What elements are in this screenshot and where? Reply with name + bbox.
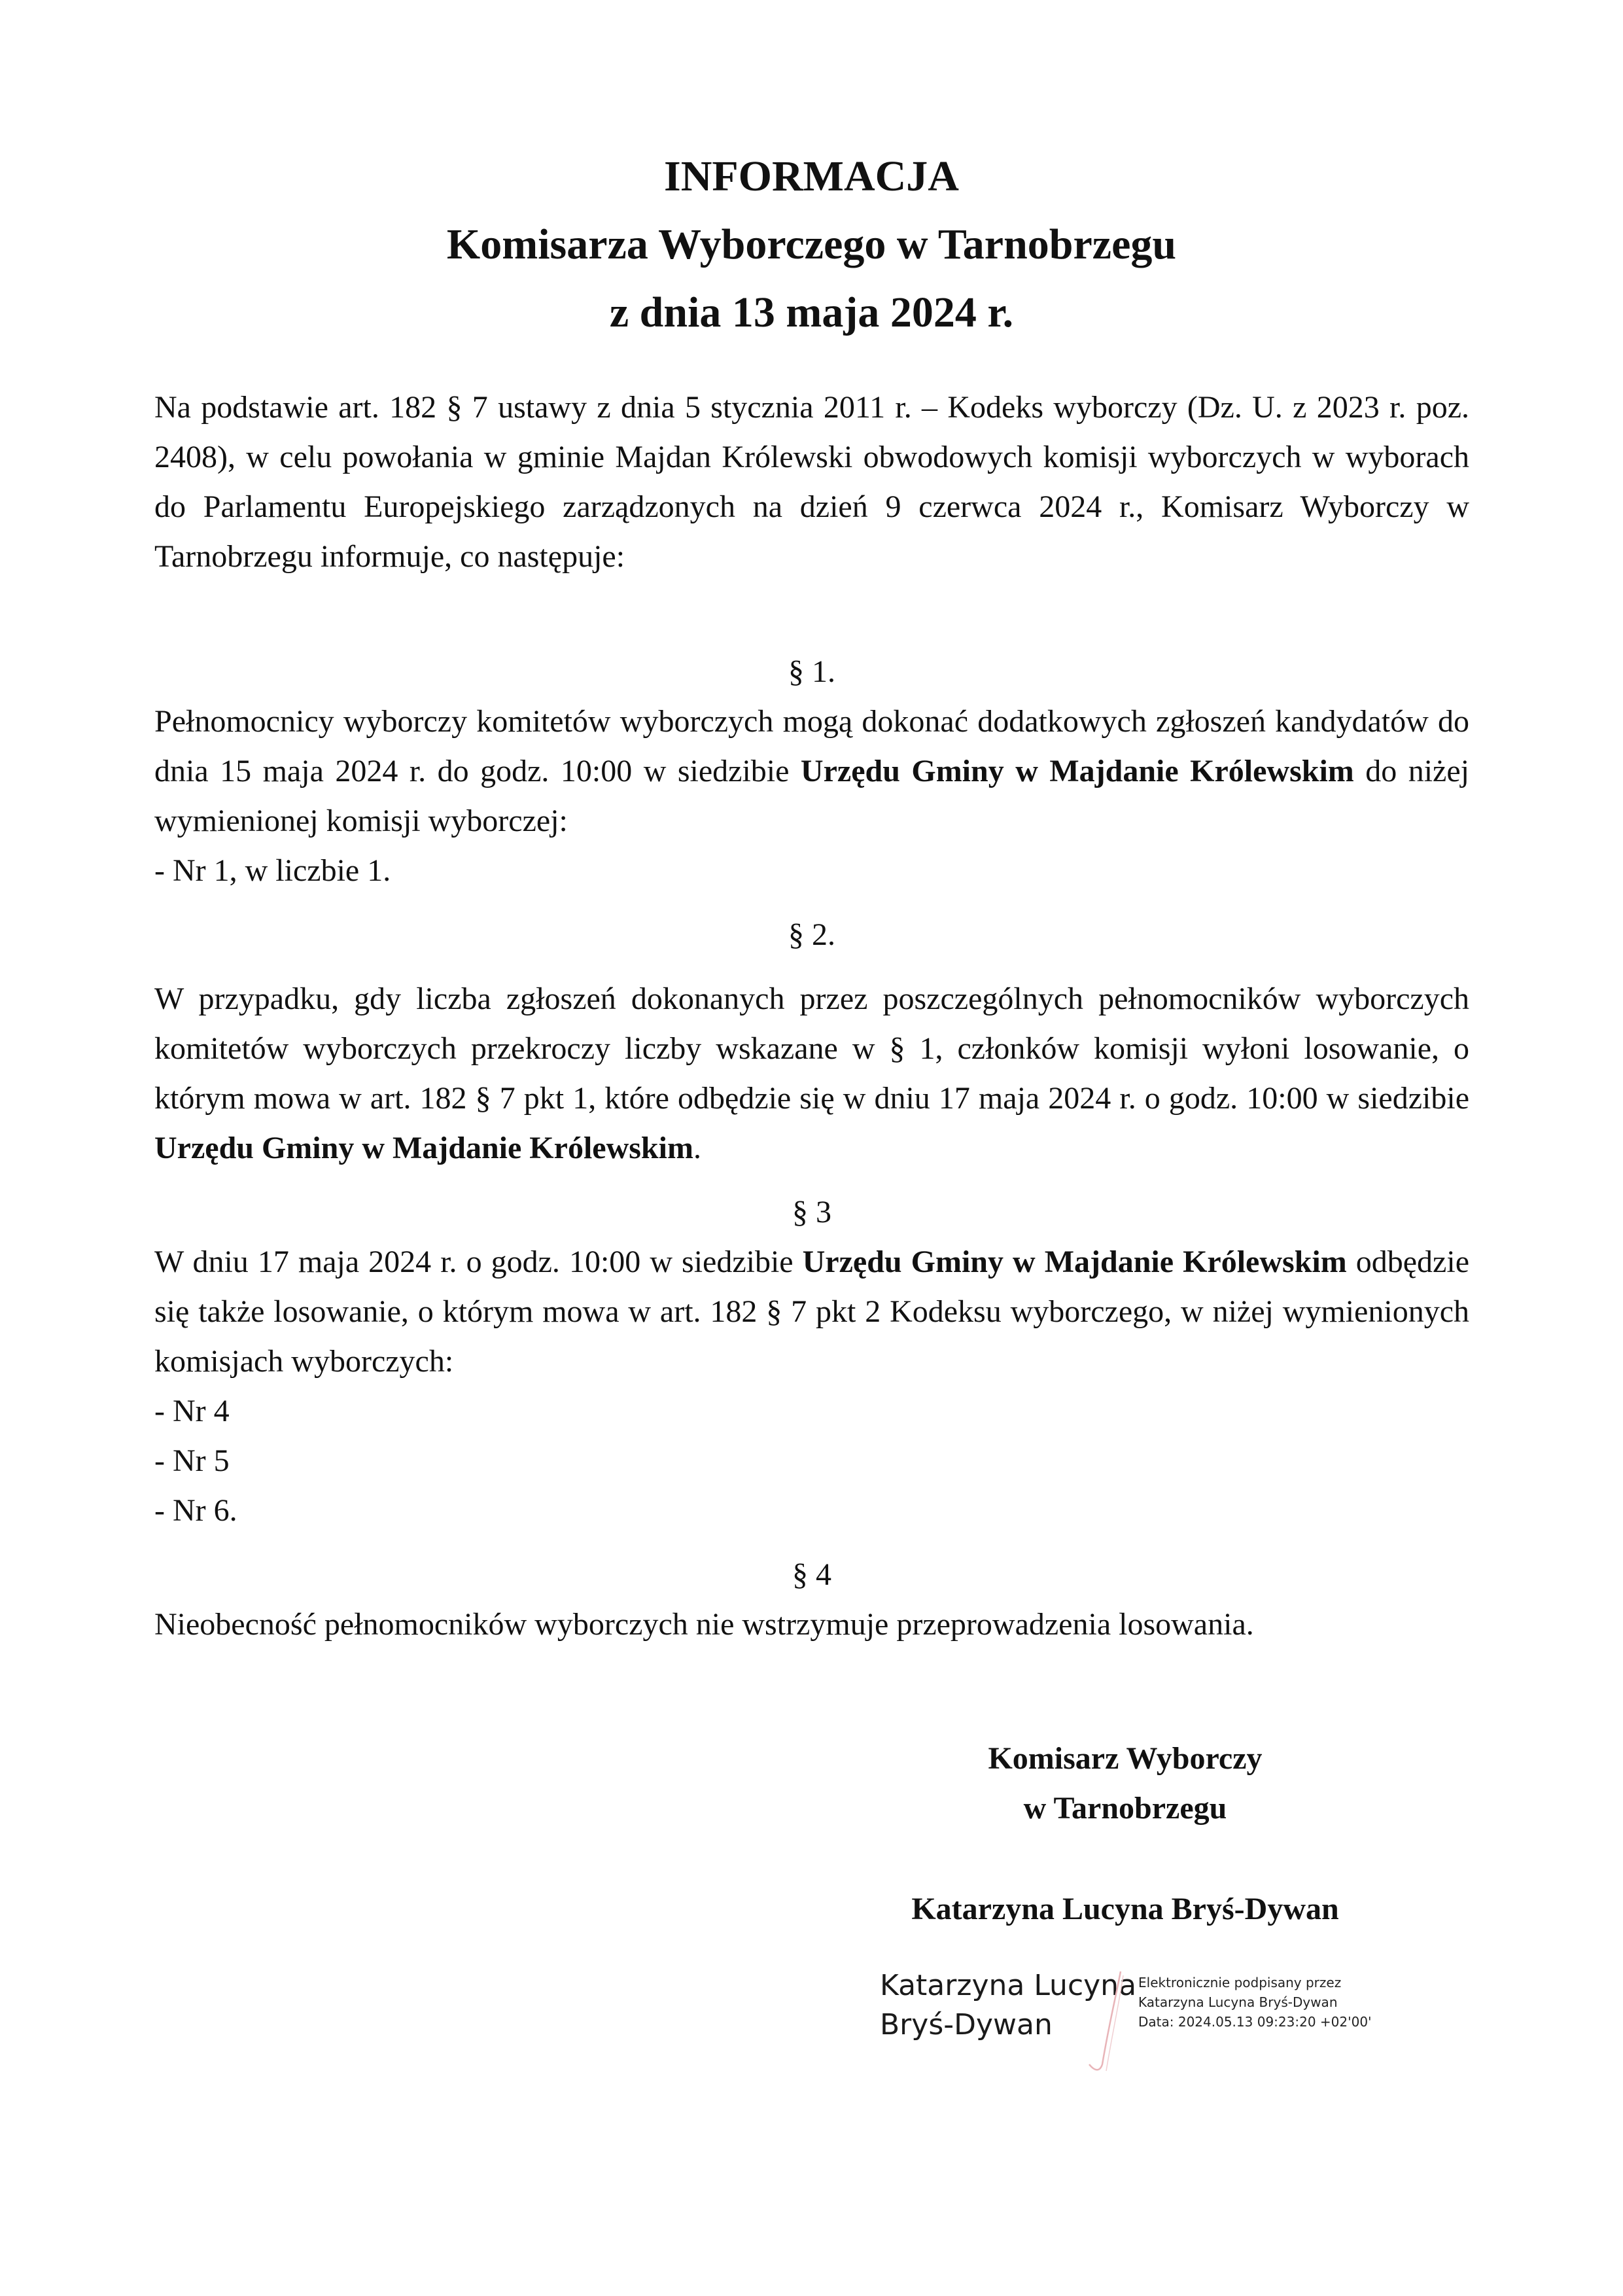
section-2-text-a: W przypadku, gdy liczba zgłoszeń dokonanych przez poszczególnych pełnomocników wyborczych komitetów wyborczych przekroczy liczby wskazane w § 1, członków komisji wyłoni losowanie, o którym mowa w art. 182 § 7 pkt 1, które odbędzie się w dniu 17 maja 2024 r. o godz. 10:00 w siedzibie: [154, 981, 1469, 1116]
intro-paragraph: Na podstawie art. 182 § 7 ustawy z dnia 5 stycznia 2011 r. – Kodeks wyborczy (Dz. U. z 2023 r. poz. 2408), w celu powołania w gminie Majdan Królewski obwodowych komisji wyborczych w wyborach do Parlamentu Europejskiego zarządzonych na dzień 9 czerwca 2024 r., Komisarz Wyborczy w Tarnobrzegu informuje, co następuje:: [154, 390, 1469, 574]
section-3-item: - Nr 4: [154, 1394, 230, 1428]
document-body: [154, 383, 1469, 1650]
esign-details: [1138, 1973, 1372, 2032]
section-1-text-a: Pełnomocnicy wyborczy komitetów wyborczych mogą dokonać dodatkowych zgłoszeń kandydatów do dnia 15 maja 2024 r. do godz. 10:00 w siedzibie: [154, 704, 1469, 788]
section-2-paragraph: [154, 974, 1469, 1173]
signatory-title-line2: w Tarnobrzegu: [1023, 1791, 1227, 1826]
electronic-signature: [880, 1966, 1403, 2077]
document-header: [0, 143, 1623, 347]
section-3-office: Urzędu Gminy w Majdanie Królewskim: [802, 1245, 1347, 1279]
esign-name-line2: Bryś-Dywan: [880, 2008, 1053, 2041]
section-2-mark: § 2.: [788, 917, 835, 952]
section-3-item: - Nr 6.: [154, 1493, 237, 1528]
esign-details-line1: Elektronicznie podpisany przez: [1138, 1975, 1342, 1990]
section-3-mark: § 3: [792, 1195, 831, 1229]
section-2-office: Urzędu Gminy w Majdanie Królewskim: [154, 1131, 693, 1165]
section-2-text-b: .: [693, 1131, 701, 1165]
section-1-paragraph: [154, 697, 1469, 846]
signature-stroke-icon: [1083, 1966, 1142, 2077]
signatory-title: [903, 1734, 1348, 1833]
section-3-text-b: odbędzie się także losowanie, o którym mowa w art. 182 § 7 pkt 2 Kodeksu wyborczego, w niżej wymienionych komisjach wyborczych:: [154, 1245, 1469, 1379]
section-1-item: - Nr 1, w liczbie 1.: [154, 853, 391, 888]
header-date: z dnia 13 maja 2024 r.: [609, 289, 1014, 336]
esign-name-line1: Katarzyna Lucyna: [880, 1969, 1137, 2002]
section-3-paragraph: [154, 1237, 1469, 1386]
header-title: INFORMACJA: [664, 152, 959, 200]
header-issuer: Komisarza Wyborczego w Tarnobrzegu: [446, 221, 1177, 268]
section-3-item: - Nr 5: [154, 1443, 230, 1478]
signatory-title-line1: Komisarz Wyborczy: [988, 1741, 1263, 1776]
section-1-text-b: do niżej wymienionej komisji wyborczej:: [154, 754, 1469, 838]
section-1-mark: § 1.: [788, 654, 835, 689]
esign-details-line2: Katarzyna Lucyna Bryś-Dywan: [1138, 1994, 1338, 2010]
esign-details-line3: Data: 2024.05.13 09:23:20 +02'00': [1138, 2014, 1372, 2030]
section-3-text-a: W dniu 17 maja 2024 r. o godz. 10:00 w siedzibie: [154, 1245, 803, 1279]
section-4-paragraph: Nieobecność pełnomocników wyborczych nie wstrzymuje przeprowadzenia losowania.: [154, 1607, 1254, 1642]
signatory-name: Katarzyna Lucyna Bryś-Dywan: [911, 1892, 1339, 1926]
section-4-mark: § 4: [792, 1557, 831, 1592]
section-1-office: Urzędu Gminy w Majdanie Królewskim: [800, 754, 1354, 788]
